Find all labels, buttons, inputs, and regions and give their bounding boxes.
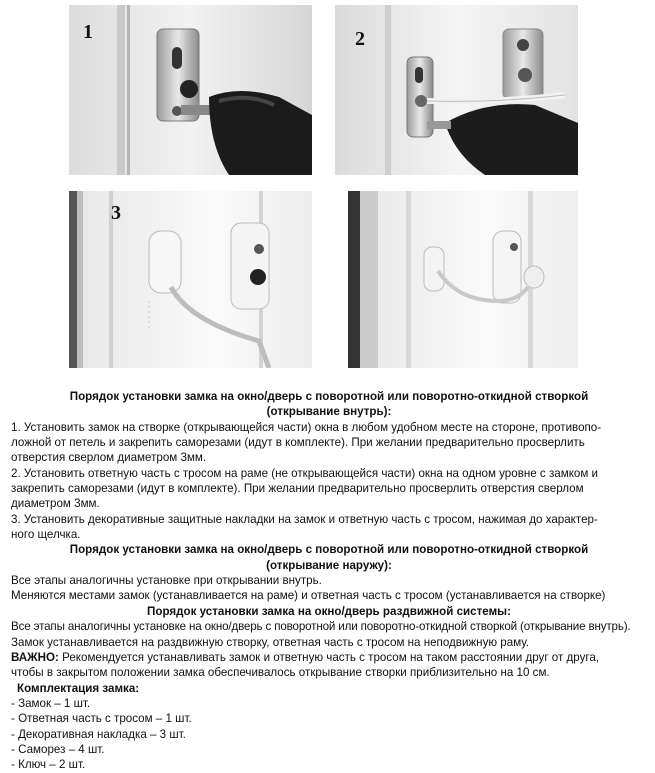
- section-subheading: (открывание внутрь):: [266, 405, 392, 419]
- photo-step-2: [335, 5, 578, 175]
- section-subheading: (открывание наружу):: [266, 558, 392, 572]
- photo-step-3: [69, 191, 312, 368]
- kit-heading: Комплектация замка:: [17, 681, 140, 695]
- instructions: [11, 389, 647, 773]
- text-line: Замок устанавливается на раздвижную створку, ответная часть с тросом на неподвижную раму.: [11, 635, 530, 649]
- text-line: ложной от петель и закрепить саморезами (идут в комплекте). При желании предварительно просверлить: [11, 436, 585, 450]
- text-line: диаметром 3мм.: [11, 497, 100, 511]
- text-line: закрепить саморезами (идут в комплекте). При желании предварительно просверлить отверстия сверлом: [11, 482, 584, 496]
- text-line: отверстия сверлом диаметром 3мм.: [11, 451, 207, 465]
- text-line: чтобы в закрытом положении замка обеспечивалось открывание створки приблизительно на 10 см.: [11, 666, 550, 680]
- text-line: 1. Установить замок на створке (открывающейся части) окна в любом удобном месте на стороне, противопо-: [11, 420, 602, 434]
- photo-step-1: [69, 5, 312, 175]
- text-line: 2. Установить ответную часть с тросом на раме (не открывающейся части) окна на одном уровне с замком и: [11, 466, 599, 480]
- text-line: Все этапы аналогичны установке на окно/дверь с поворотной или поворотно-откидной створкой (открывание внутрь).: [11, 620, 631, 634]
- step-number: 1: [83, 21, 93, 43]
- important-note: [11, 650, 647, 665]
- section-heading: Порядок установки замка на окно/дверь раздвижной системы:: [147, 604, 511, 618]
- text-line: Все этапы аналогичны установке при открывании внутрь.: [11, 574, 322, 588]
- kit-item: - Ответная часть с тросом – 1 шт.: [11, 712, 192, 726]
- kit-item: - Декоративная накладка – 3 шт.: [11, 727, 186, 741]
- photo-result: [348, 191, 578, 368]
- important-label: ВАЖНО:: [11, 650, 59, 664]
- kit-item: - Саморез – 4 шт.: [11, 742, 105, 756]
- section-heading: Порядок установки замка на окно/дверь с поворотной или поворотно-откидной створкой: [69, 543, 589, 557]
- kit-item: - Ключ – 2 шт.: [11, 758, 86, 772]
- step-number: 2: [355, 28, 365, 50]
- text-line: ного щелчка.: [11, 528, 81, 542]
- text-line: 3. Установить декоративные защитные накладки на замок и ответную часть с тросом, нажимая до характер-: [11, 512, 598, 526]
- important-text: Рекомендуется устанавливать замок и ответную часть с тросом на таком расстоянии друг от друга,: [58, 650, 600, 664]
- section-heading: Порядок установки замка на окно/дверь с поворотной или поворотно-откидной створкой: [69, 390, 589, 403]
- step-number: 3: [111, 202, 121, 224]
- text-line: Меняются местами замок (устанавливается на раме) и ответная часть с тросом (устанавливается на створке): [11, 589, 606, 603]
- kit-item: - Замок – 1 шт.: [11, 696, 91, 710]
